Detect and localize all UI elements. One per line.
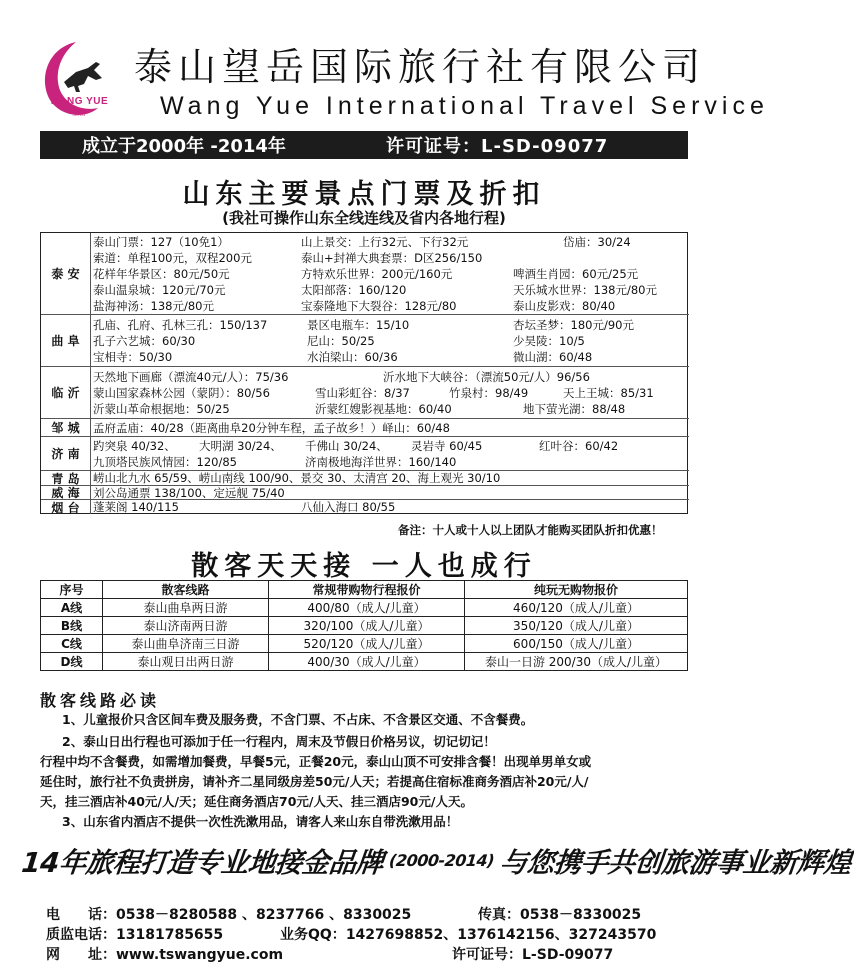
ticket-item: 岱庙：30/24: [563, 235, 631, 249]
ticket-line: [93, 250, 687, 266]
routes-title: 散客天天接 一人也成行: [191, 551, 537, 582]
slogan-banner: [19, 836, 853, 884]
contact-fax: [478, 904, 641, 924]
ticket-item: 微山湖：60/48: [513, 350, 593, 364]
ticket-item: 景区电瓶车：15/10: [307, 318, 410, 332]
region-qingdao: [41, 471, 689, 486]
ticket-item: 啤酒生肖园：60元/25元: [513, 267, 639, 281]
ticket-item: 天乐城水世界：138元/80元: [513, 283, 657, 297]
ticket-line: [93, 298, 687, 314]
ticket-item: 地下萤光湖：88/48: [523, 402, 626, 416]
contact-license: [452, 944, 613, 964]
table-row: [41, 635, 688, 653]
ticket-line: [93, 401, 687, 417]
slogan-years: (2000-2014): [388, 850, 496, 870]
ticket-item: 泰山温泉城：120元/70元: [93, 283, 226, 297]
route-name: 泰山曲阜济南三日游: [103, 635, 269, 653]
ticket-item: 沂水地下大峡谷：（漂流50元/人）96/56: [383, 370, 590, 384]
company-name-cn: 泰山望岳国际旅行社有限公司: [134, 45, 707, 89]
ticket-item: 盐海神汤：138元/80元: [93, 299, 214, 313]
route-price-shopping: 520/120（成人/儿童）: [269, 635, 465, 653]
col-header: 常规带购物行程报价: [269, 581, 465, 599]
ticket-item: 尼山：50/25: [307, 334, 375, 348]
ticket-line: [93, 282, 687, 298]
ticket-item: 索道：单程100元，双程200元: [93, 251, 252, 265]
ticket-item: 泰山皮影戏：80/40: [513, 299, 616, 313]
table-row: [41, 617, 688, 635]
slogan-part1: 14年旅程打造专业地接金品牌: [20, 847, 385, 879]
route-price-pure: 350/120（成人/儿童）: [465, 617, 688, 635]
fax-label: 传真：: [478, 907, 520, 923]
route-name: 泰山曲阜两日游: [103, 599, 269, 617]
logo-caption: WANG YUE: [49, 96, 109, 107]
routes-header-row: [41, 581, 688, 599]
ticket-line: [93, 266, 687, 282]
note-line: 行程中均不含餐费，如需增加餐费，早餐5元，正餐20元，泰山山顶不可安排含餐！出现单男单女或: [40, 754, 592, 769]
fax-value: 0538－8330025: [520, 907, 642, 923]
contact-web: [46, 944, 283, 964]
ticket-item: 山上景交：上行32元、下行32元: [301, 235, 469, 249]
ticket-item: 九顶塔民族风情园：120/85: [93, 455, 237, 469]
route-id: C线: [41, 635, 103, 653]
note-line: 2、泰山日出行程也可添加于任一行程内，周末及节假日价格另议，切记切记！: [62, 734, 496, 749]
established-years: 成立于2000年 -2014年: [82, 136, 286, 157]
web-label: 网 址：: [46, 947, 116, 963]
region-name: 烟 台: [41, 500, 91, 514]
note-line: 3、山东省内酒店不提供一次性洗漱用品，请客人来山东自带洗漱用品！: [62, 814, 459, 829]
ticket-item: 方特欢乐世界：200元/160元: [301, 267, 453, 281]
route-price-shopping: 400/80（成人/儿童）: [269, 599, 465, 617]
ticket-item: 千佛山 30/24、: [305, 439, 388, 453]
ticket-item: 崂山北九水 65/59、崂山南线 100/90、景交 30、太清宫 20、海上观光 30/10: [93, 471, 501, 485]
ticket-item: 少昊陵：10/5: [513, 334, 585, 348]
notes-title: 散客线路必读: [40, 691, 161, 710]
note-line: 1、儿童报价只含区间车费及服务费，不含门票、不占床、不含景区交通、不含餐费。: [62, 712, 534, 727]
ticket-item: 红叶谷：60/42: [539, 439, 619, 453]
ticket-item: 水泊梁山：60/36: [307, 350, 398, 364]
ticket-item: 孔子六艺城：60/30: [93, 334, 196, 348]
ticket-item: 泰山+封禅大典套票：D区256/150: [301, 251, 483, 265]
tickets-subtitle: (我社可操作山东全线连线及省内各地行程): [222, 209, 506, 227]
region-name: 临 沂: [41, 367, 91, 418]
web-value[interactable]: www.tswangyue.com: [116, 947, 284, 963]
tickets-table: [40, 232, 688, 514]
route-name: 泰山观日出两日游: [103, 653, 269, 671]
ticket-item: 趵突泉 40/32、: [93, 439, 176, 453]
ticket-item: 沂蒙红嫂影视基地：60/40: [315, 402, 452, 416]
region-name: 曲 阜: [41, 315, 91, 366]
ticket-item: 大明湖 30/24、: [199, 439, 282, 453]
company-name-en: Wang Yue International Travel Service: [160, 92, 769, 120]
route-price-pure: 600/150（成人/儿童）: [465, 635, 688, 653]
region-zoucheng: [41, 419, 689, 437]
ticket-line: [93, 234, 687, 250]
slogan-part2: 与您携手共创旅游事业新辉煌: [498, 847, 853, 879]
col-header: 散客线路: [103, 581, 269, 599]
contact-qc: [46, 924, 223, 944]
tickets-title: 山东主要景点门票及折扣: [182, 179, 546, 210]
ticket-line: [93, 438, 687, 454]
ticket-item: 天然地下画廊（漂流40元/人）：75/36: [93, 370, 289, 384]
logo-sub: 望岳: [72, 109, 86, 117]
region-name: 济 南: [41, 437, 91, 470]
qc-value: 13181785655: [116, 927, 224, 943]
tickets-note: 备注：十人或十人以上团队才能购买团队折扣优惠！: [398, 523, 663, 537]
ticket-line: [93, 333, 687, 349]
phone-label: 电 话：: [46, 907, 116, 923]
license-value: L-SD-09077: [522, 947, 614, 963]
ticket-line: [93, 385, 687, 401]
ticket-item: 蓬莱阁 140/115: [93, 500, 179, 514]
ticket-item: 孔庙、孔府、孔林三孔：150/137: [93, 318, 268, 332]
contact-phone: [46, 904, 411, 924]
route-id: A线: [41, 599, 103, 617]
region-linyi: [41, 367, 689, 419]
ticket-item: 花样年华景区：80元/50元: [93, 267, 230, 281]
route-name: 泰山济南两日游: [103, 617, 269, 635]
region-jinan: [41, 437, 689, 471]
license-number: 许可证号：L-SD-09077: [386, 136, 609, 157]
header-bar: [40, 131, 688, 159]
route-price-shopping: 320/100（成人/儿童）: [269, 617, 465, 635]
routes-table: [40, 580, 688, 671]
phone-value: 0538－8280588 、8237766 、8330025: [116, 907, 412, 923]
region-qufu: [41, 315, 689, 367]
ticket-item: 刘公岛通票 138/100、定远舰 75/40: [93, 486, 285, 500]
ticket-item: 济南极地海洋世界：160/140: [305, 455, 457, 469]
ticket-item: 宝泰隆地下大裂谷：128元/80: [301, 299, 457, 313]
ticket-line: [93, 317, 687, 333]
qq-value: 1427698852、1376142156、327243570: [345, 927, 657, 943]
note-line: 天，挂三酒店补40元/人/天；延住商务酒店70元/人天、挂三酒店90元/人天。: [40, 794, 473, 809]
ticket-item: 沂蒙山革命根据地：50/25: [93, 402, 230, 416]
col-header: 纯玩无购物报价: [465, 581, 688, 599]
ticket-line: [93, 471, 687, 487]
ticket-line: [93, 349, 687, 365]
ticket-item: 灵岩寺 60/45: [411, 439, 483, 453]
ticket-item: 泰山门票：127（10免1）: [93, 235, 229, 249]
ticket-item: 雪山彩虹谷：8/37: [315, 386, 410, 400]
ticket-item: 蒙山国家森林公园（蒙阴）：80/56: [93, 386, 270, 400]
region-weihai: [41, 486, 689, 500]
license-label: 许可证号：: [452, 947, 522, 963]
ticket-line: [93, 369, 687, 385]
region-taian: [41, 233, 689, 315]
ticket-line: [93, 454, 687, 470]
ticket-item: 孟府孟庙：40/28（距离曲阜20分钟车程，孟子故乡！）峄山：60/48: [93, 421, 450, 435]
antelope-logo-figure: [64, 62, 102, 92]
region-name: 青 岛: [41, 471, 91, 485]
route-id: B线: [41, 617, 103, 635]
ticket-item: 竹泉村：98/49: [449, 386, 529, 400]
note-line: 延住时，旅行社不负责拼房，请补齐二星同级房差50元/人天；若提高住宿标准商务酒店补20元/人/: [40, 774, 589, 789]
route-price-pure: 泰山一日游 200/30（成人/儿童）: [465, 653, 688, 671]
ticket-item: 八仙入海口 80/55: [301, 500, 396, 514]
qq-label: 业务QQ：: [280, 927, 346, 943]
ticket-line: [93, 420, 687, 436]
route-price-shopping: 400/30（成人/儿童）: [269, 653, 465, 671]
ticket-item: 宝相寺：50/30: [93, 350, 173, 364]
ticket-line: [93, 500, 687, 516]
region-name: 威 海: [41, 486, 91, 499]
contact-qq: [280, 924, 656, 944]
region-yantai: [41, 500, 689, 514]
region-name: 邹 城: [41, 419, 91, 436]
region-name: 泰 安: [41, 233, 91, 314]
ticket-item: 太阳部落：160/120: [301, 283, 407, 297]
table-row: [41, 599, 688, 617]
route-id: D线: [41, 653, 103, 671]
table-row: [41, 653, 688, 671]
col-header: 序号: [41, 581, 103, 599]
ticket-item: 天上王城：85/31: [563, 386, 654, 400]
ticket-item: 杏坛圣梦：180元/90元: [513, 318, 634, 332]
route-price-pure: 460/120（成人/儿童）: [465, 599, 688, 617]
qc-label: 质监电话：: [46, 927, 116, 943]
